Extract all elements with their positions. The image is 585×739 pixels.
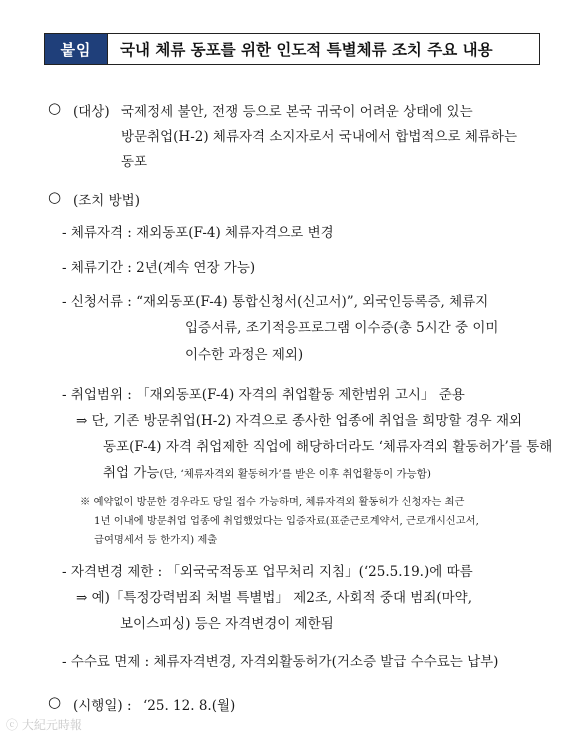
restriction-example-line2: 보이스피싱) 등은 자격변경이 제한됨 — [120, 616, 334, 632]
restriction-example-line1: ⇒ 예)「특정강력범죄 처벌 특별법」 제2조, 사회적 중대 범죄(마약, — [76, 590, 472, 606]
documents-item-line1: - 신청서류 : “재외동포(F-4) 통합신청서(신고서)”, 외국인등록증, 체류지 — [62, 294, 489, 310]
reference-note-line1: ※ 예약없이 방문한 경우라도 당일 접수 가능하며, 체류자격외 활동허가 신청자는 최근 — [80, 496, 465, 508]
employment-exception-line2: 동포(F-4) 자격 취업제한 직업에 해당하더라도 ‘체류자격외 활동허가’를 통해 — [103, 439, 553, 455]
target-text-line2: 방문취업(H-2) 체류자격 소지자로서 국내에서 합법적으로 체류하는 — [121, 129, 517, 145]
effective-bullet: ○ — [48, 693, 62, 711]
method-label: (조치 방법) — [73, 193, 140, 209]
attachment-tag: 붙임 — [45, 34, 108, 64]
reference-note-line2: 1년 이내에 방문취업 업종에 취업했었다는 입증자료(표준근로계약서, 근로개시신고서, — [94, 515, 479, 527]
title-box — [44, 33, 540, 65]
target-bullet: ○ — [48, 99, 62, 117]
document-title: 국내 체류 동포를 위한 인도적 특별체류 조치 주요 내용 — [120, 41, 493, 59]
target-text-line3: 동포 — [121, 154, 148, 170]
target-text-line1: 국제정세 불안, 전쟁 등으로 본국 귀국이 어려운 상태에 있는 — [121, 104, 473, 120]
effective-label: (시행일) : — [73, 698, 132, 714]
fee-item: - 수수료 면제 : 체류자격변경, 자격외활동허가(거소증 발급 수수료는 납부) — [62, 654, 499, 670]
period-item: - 체류기간 : 2년(계속 연장 가능) — [62, 260, 256, 276]
employment-item: - 취업범위 : 「재외동포(F-4) 자격의 취업활동 제한범위 고시」 준용 — [62, 387, 465, 403]
restriction-item: - 자격변경 제한 : 「외국국적동포 업무처리 지침」(‘25.5.19.)에 따름 — [62, 564, 473, 580]
watermark: ⓒ 大紀元時報 — [6, 718, 82, 732]
method-bullet: ○ — [48, 188, 62, 206]
target-label: (대상) — [73, 104, 110, 120]
effective-date: ‘25. 12. 8.(월) — [143, 698, 236, 714]
documents-item-line2: 입증서류, 조기적응프로그램 이수증(총 5시간 중 이미 — [185, 320, 499, 336]
reference-note-line3: 급여명세서 등 한가지) 제출 — [94, 534, 218, 546]
employment-exception-line1: ⇒ 단, 기존 방문취업(H-2) 자격으로 종사한 업종에 취업을 희망할 경우 재외 — [76, 413, 523, 429]
employment-exception-line3: 취업 가능(단, ‘체류자격외 활동허가’를 받은 이후 취업활동이 가능함) — [103, 465, 431, 481]
status-item: - 체류자격 : 재외동포(F-4) 체류자격으로 변경 — [62, 225, 334, 241]
documents-item-line3: 이수한 과정은 제외) — [185, 347, 304, 363]
